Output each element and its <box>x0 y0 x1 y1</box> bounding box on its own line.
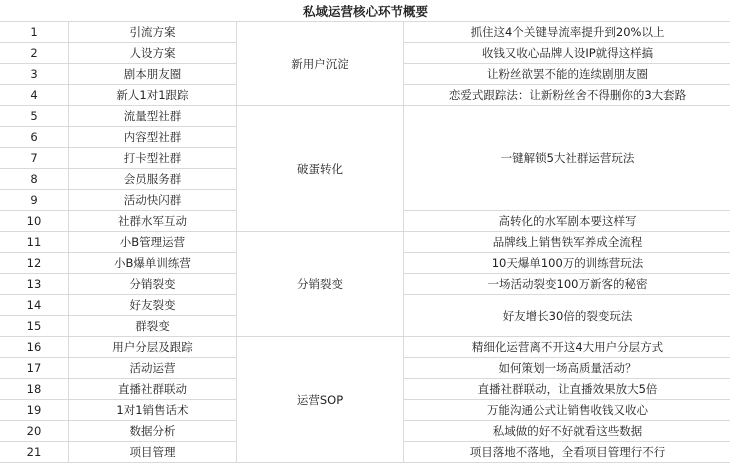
item-cell: 新人1对1跟踪 <box>69 85 237 106</box>
description-cell: 收钱又收心品牌人设IP就得这样搞 <box>404 43 730 64</box>
item-cell: 人设方案 <box>69 43 237 64</box>
item-cell: 打卡型社群 <box>69 148 237 169</box>
title-row <box>0 0 730 22</box>
description-cell: 品牌线上销售铁军养成全流程 <box>404 232 730 253</box>
table-row <box>0 106 730 127</box>
item-cell: 好友裂变 <box>69 295 237 316</box>
description-cell: 好友增长30倍的裂变玩法 <box>404 295 730 337</box>
item-cell: 社群水军互动 <box>69 211 237 232</box>
item-cell: 引流方案 <box>69 22 237 43</box>
item-cell: 项目管理 <box>69 442 237 463</box>
row-number: 9 <box>0 190 69 211</box>
stage-cell: 破蛋转化 <box>237 106 404 232</box>
row-number: 6 <box>0 127 69 148</box>
row-number: 11 <box>0 232 69 253</box>
row-number: 20 <box>0 421 69 442</box>
item-cell: 剧本朋友圈 <box>69 64 237 85</box>
row-number: 7 <box>0 148 69 169</box>
description-cell: 精细化运营离不开这4大用户分层方式 <box>404 337 730 358</box>
row-number: 8 <box>0 169 69 190</box>
item-cell: 活动快闪群 <box>69 190 237 211</box>
row-number: 15 <box>0 316 69 337</box>
row-number: 21 <box>0 442 69 463</box>
row-number: 16 <box>0 337 69 358</box>
item-cell: 活动运营 <box>69 358 237 379</box>
table-row <box>0 232 730 253</box>
description-cell: 如何策划一场高质量活动？ <box>404 358 730 379</box>
description-cell: 10天爆单100万的训练营玩法 <box>404 253 730 274</box>
item-cell: 会员服务群 <box>69 169 237 190</box>
item-cell: 用户分层及跟踪 <box>69 337 237 358</box>
item-cell: 流量型社群 <box>69 106 237 127</box>
item-cell: 直播社群联动 <box>69 379 237 400</box>
row-number: 4 <box>0 85 69 106</box>
row-number: 3 <box>0 64 69 85</box>
item-cell: 分销裂变 <box>69 274 237 295</box>
stage-cell: 分销裂变 <box>237 232 404 337</box>
table-row <box>0 22 730 43</box>
description-cell: 让粉丝欲罢不能的连续剧朋友圈 <box>404 64 730 85</box>
description-cell: 高转化的水军剧本要这样写 <box>404 211 730 232</box>
description-cell: 私域做的好不好就看这些数据 <box>404 421 730 442</box>
item-cell: 群裂变 <box>69 316 237 337</box>
stage-cell: 新用户沉淀 <box>237 22 404 106</box>
row-number: 14 <box>0 295 69 316</box>
description-cell: 项目落地不落地，全看项目管理行不行 <box>404 442 730 463</box>
description-cell: 恋爱式跟踪法：让新粉丝舍不得删你的3大套路 <box>404 85 730 106</box>
row-number: 12 <box>0 253 69 274</box>
item-cell: 1对1销售话术 <box>69 400 237 421</box>
description-cell: 万能沟通公式让销售收钱又收心 <box>404 400 730 421</box>
description-cell: 一场活动裂变100万新客的秘密 <box>404 274 730 295</box>
row-number: 13 <box>0 274 69 295</box>
table-title: 私域运营核心环节概要 <box>0 0 730 22</box>
description-cell: 抓住这4个关键导流率提升到20%以上 <box>404 22 730 43</box>
row-number: 1 <box>0 22 69 43</box>
item-cell: 小B爆单训练营 <box>69 253 237 274</box>
item-cell: 小B管理运营 <box>69 232 237 253</box>
table-row <box>0 337 730 358</box>
item-cell: 内容型社群 <box>69 127 237 148</box>
row-number: 5 <box>0 106 69 127</box>
row-number: 17 <box>0 358 69 379</box>
row-number: 19 <box>0 400 69 421</box>
row-number: 2 <box>0 43 69 64</box>
stage-cell: 运营SOP <box>237 337 404 463</box>
description-cell: 直播社群联动，让直播效果放大5倍 <box>404 379 730 400</box>
row-number: 18 <box>0 379 69 400</box>
row-number: 10 <box>0 211 69 232</box>
item-cell: 数据分析 <box>69 421 237 442</box>
description-cell: 一键解锁5大社群运营玩法 <box>404 106 730 211</box>
